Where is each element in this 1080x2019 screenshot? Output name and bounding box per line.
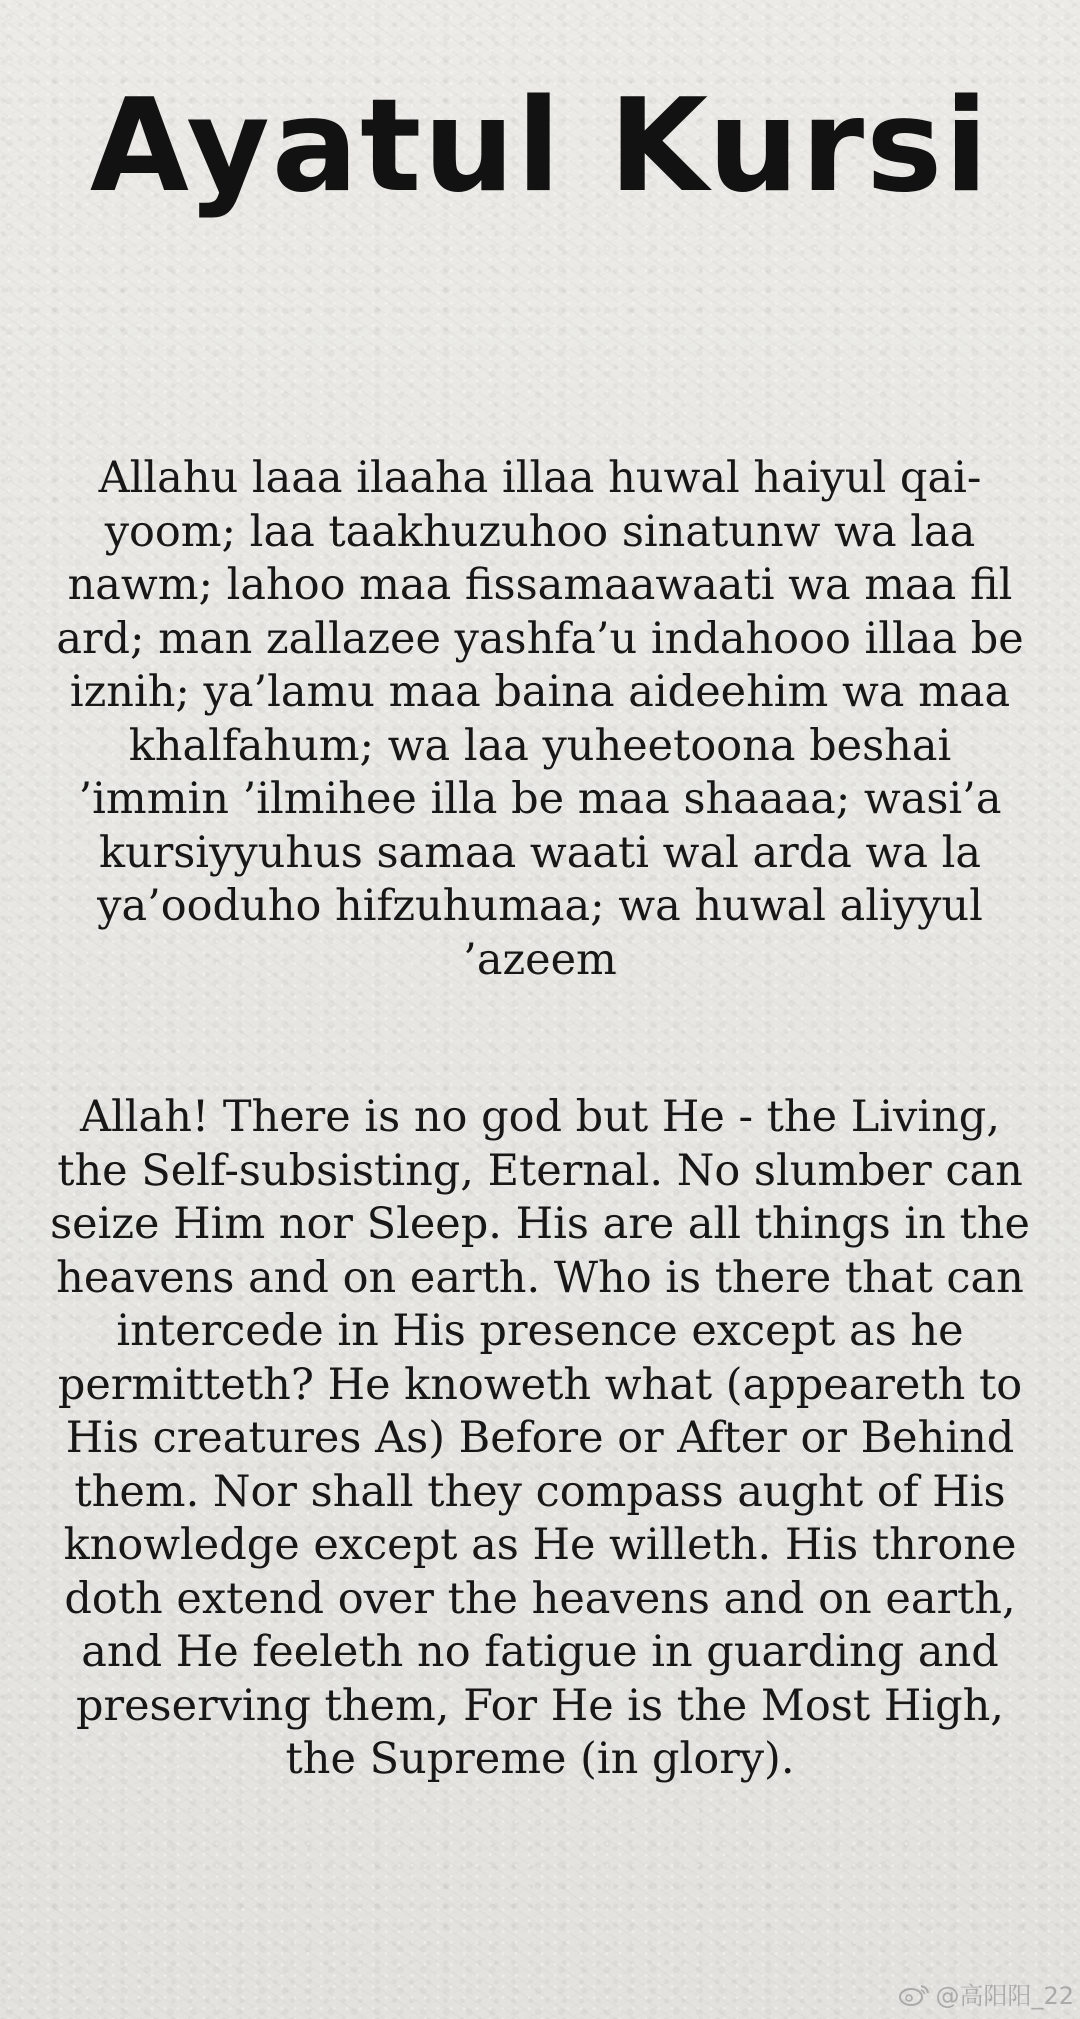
watermark — [897, 1976, 1074, 2011]
weibo-logo-icon — [897, 1981, 931, 2007]
page-title: Ayatul Kursi — [89, 72, 991, 221]
watermark-text: @高阳阳_22 — [935, 1982, 1074, 2010]
translation-paragraph: Allah! There is no god but He - the Living, the Self-subsisting, Eternal. No slumber can seize Him nor Sleep. His are all things in the heavens and on earth. Who is there that can intercede in His presence except as he permitteth? He knoweth what (appeareth to His creatures As) Before or After or Behind them. Nor shall they compass aught of His knowledge except as He willeth. His throne doth extend over the heavens and on earth, and He feeleth no fatigue in guarding and preserving them, For He is the Most High, the Supreme (in glory). — [50, 1092, 1030, 1784]
transliteration-paragraph: Allahu laaa ilaaha illaa huwal haiyul qai-yoom; laa taakhuzuhoo sinatunw wa laa nawm; lahoo maa fissamaawaati wa maa fil ard; man zallazee yashfa’u indahooo illaa be iznih; ya’lamu maa baina aideehim wa maa khalfahum; wa laa yuheetoona beshai ’immin ’ilmihee illa be maa shaaaa; wasi’a kursiyyuhus samaa waati wal arda wa la ya’ooduho hifzuhumaa; wa huwal aliyyul ’azeem — [56, 453, 1024, 985]
